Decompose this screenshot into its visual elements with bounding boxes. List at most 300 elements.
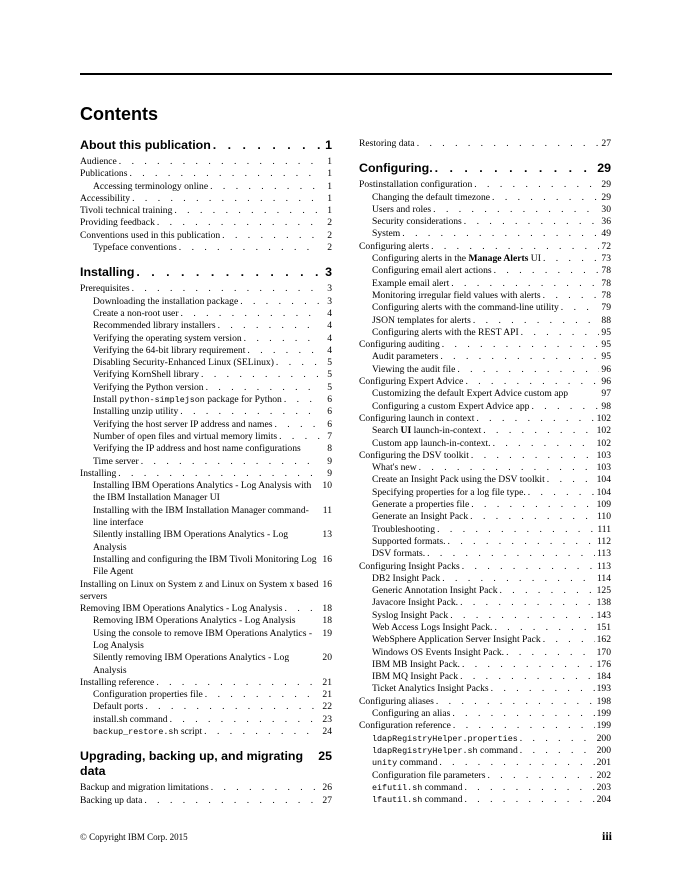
toc-entry-right-19[interactable] (359, 388, 611, 400)
toc-page-number: 2 (327, 242, 332, 254)
toc-page-number: 104 (596, 474, 611, 486)
toc-page-number: 200 (596, 732, 611, 744)
toc-entry-left-4[interactable] (80, 193, 332, 205)
toc-entry-left-28[interactable] (80, 529, 332, 554)
toc-page-number: 3 (327, 295, 332, 307)
toc-page-number: 26 (322, 782, 332, 794)
toc-entry-title: unity command (372, 757, 438, 769)
toc-entry-left-3[interactable] (80, 181, 332, 193)
toc-dot-leader (244, 333, 320, 345)
toc-dot-leader (465, 794, 595, 806)
toc-dot-leader (543, 290, 599, 302)
toc-entry-title: Removing IBM Operations Analytics - Log Analysis (80, 603, 283, 615)
toc-page-number: 1 (327, 168, 332, 180)
toc-page-number: 78 (601, 277, 611, 289)
toc-entry-right-43[interactable] (359, 683, 611, 695)
toc-entry-right-45[interactable] (359, 708, 611, 720)
toc-entry-title: Backing up data (80, 794, 143, 806)
toc-entry-title: eifutil.sh command (372, 781, 463, 793)
toc-entry-left-25[interactable] (80, 468, 332, 480)
toc-page-number: 6 (327, 418, 332, 430)
toc-entry-title: Configuring alerts with the REST API (372, 326, 519, 338)
toc-entry-title: Supported formats. (372, 535, 446, 547)
toc-entry-left-5[interactable] (80, 205, 332, 217)
toc-entry-right-11[interactable] (359, 290, 611, 302)
toc-right-column (359, 138, 611, 806)
toc-page-number: 19 (322, 627, 332, 639)
toc-page-number: 95 (601, 351, 611, 363)
toc-entry-title: Configuring Insight Packs (359, 560, 460, 572)
toc-page-number: 8 (327, 443, 332, 455)
toc-dot-leader (180, 406, 320, 418)
toc-entry-right-30[interactable] (359, 524, 611, 536)
toc-page-number: 102 (596, 425, 611, 437)
toc-entry-right-40[interactable] (359, 647, 611, 659)
toc-entry-left-2[interactable] (80, 168, 332, 180)
toc-dot-leader (402, 228, 599, 240)
toc-dot-leader (132, 193, 320, 205)
toc-entry-left-21[interactable] (80, 419, 332, 431)
toc-entry-title: Verifying the Python version (93, 381, 204, 393)
toc-page-number: 102 (596, 412, 611, 424)
toc-entry-title: WebSphere Application Server Insight Pack (372, 634, 541, 646)
toc-dot-leader (492, 192, 599, 204)
toc-page-number: 29 (601, 179, 611, 191)
toc-entry-title: Generate an Insight Pack (372, 511, 469, 523)
toc-dot-leader (417, 138, 599, 150)
toc-dot-leader (453, 720, 595, 732)
toc-page-number: 24 (322, 726, 332, 738)
toc-entry-title: Typeface conventions (93, 242, 177, 254)
toc-page-number: 4 (327, 344, 332, 356)
toc-entry-left-18[interactable] (80, 382, 332, 394)
toc-entry-title: About this publication (80, 138, 211, 152)
toc-page-number: 97 (601, 388, 611, 400)
toc-entry-left-14[interactable] (80, 333, 332, 345)
toc-entry-title: Installing on Linux on System z and Linux on System x based servers (80, 578, 319, 602)
toc-entry-left-8[interactable] (80, 242, 332, 254)
toc-page-number: 9 (327, 467, 332, 479)
toc-entry-left-30[interactable] (80, 579, 332, 604)
toc-dot-leader (452, 708, 594, 720)
toc-entry-left-17[interactable] (80, 369, 332, 381)
top-rule (80, 73, 612, 75)
toc-page-number: 203 (596, 781, 611, 793)
toc-entry-title: Configuring aliases (359, 695, 434, 707)
toc-entry-right-22[interactable] (359, 425, 611, 437)
toc-entry-left-38[interactable] (80, 714, 332, 726)
toc-entry-left-27[interactable] (80, 505, 332, 530)
toc-entry-title: install.sh command (93, 713, 168, 725)
toc-entry-title: System (372, 228, 401, 240)
toc-entry-left-24[interactable] (80, 456, 332, 468)
toc-entry-title: Configuring an alias (372, 708, 451, 720)
toc-entry-title: Configuring auditing (359, 339, 440, 351)
toc-entry-left-31[interactable] (80, 603, 332, 615)
toc-entry-right-23[interactable] (359, 438, 611, 450)
toc-dot-leader (179, 242, 320, 254)
toc-page-number: 78 (601, 289, 611, 301)
toc-entry-left-10[interactable] (80, 283, 332, 295)
toc-page-number: 113 (596, 548, 611, 560)
toc-dot-leader (211, 782, 320, 794)
toc-page-number: 103 (596, 449, 611, 461)
toc-dot-leader (136, 265, 320, 280)
toc-page-number: 1 (327, 192, 332, 204)
toc-dot-leader (543, 634, 595, 646)
toc-dot-leader (201, 369, 320, 381)
toc-entry-title: Windows OS Events Insight Pack. (372, 646, 505, 658)
toc-entry-right-51[interactable] (359, 782, 611, 794)
toc-dot-leader (419, 462, 595, 474)
toc-page-number: 114 (596, 572, 611, 584)
toc-entry-title: Configuring alerts (359, 240, 430, 252)
toc-dot-leader (247, 345, 320, 357)
toc-entry-title: Configuring launch in context (359, 412, 475, 424)
toc-dot-leader (436, 696, 595, 708)
toc-entry-right-9[interactable] (359, 265, 611, 277)
toc-entry-right-31[interactable] (359, 536, 611, 548)
toc-entry-left-37[interactable] (80, 701, 332, 713)
toc-entry-right-18[interactable] (359, 376, 611, 388)
toc-page-number: 21 (322, 689, 332, 701)
toc-page-number: 199 (596, 708, 611, 720)
toc-dot-leader (240, 296, 320, 308)
toc-entry-title: Viewing the audit file (372, 363, 456, 375)
toc-entry-title: Audit parameters (372, 351, 439, 363)
toc-entry-left-32[interactable] (80, 615, 332, 627)
toc-entry-right-7[interactable] (359, 241, 611, 253)
toc-entry-right-52[interactable] (359, 794, 611, 806)
toc-dot-leader (435, 161, 596, 176)
toc-page-number: 22 (322, 701, 332, 713)
toc-entry-right-13[interactable] (359, 315, 611, 327)
toc-entry-right-3[interactable] (359, 192, 611, 204)
toc-page-number: 1 (327, 156, 332, 167)
toc-page-number: 13 (322, 529, 332, 541)
toc-page-number: 20 (322, 652, 332, 664)
toc-entry-title: Monitoring irregular field values with alerts (372, 289, 541, 301)
toc-entry-right-25[interactable] (359, 462, 611, 474)
toc-entry-title: Recommended library installers (93, 320, 216, 332)
toc-page-number: 4 (327, 307, 332, 319)
toc-dot-leader (156, 677, 320, 689)
toc-entry-title: Installing (80, 265, 135, 280)
toc-dot-leader (506, 647, 595, 659)
toc-page-number: 72 (601, 240, 611, 252)
toc-entry-title: Postinstallation configuration (359, 179, 473, 191)
toc-entry-right-20[interactable] (359, 401, 611, 413)
toc-entry-title: Installing (80, 467, 117, 479)
toc-entry-right-47[interactable] (359, 733, 611, 745)
toc-dot-leader (476, 413, 594, 425)
toc-entry-left-23[interactable] (80, 443, 332, 455)
toc-page-number: 79 (601, 302, 611, 314)
toc-entry-title: Generate a properties file (372, 499, 470, 511)
toc-entry-right-32[interactable] (359, 548, 611, 560)
toc-entry-right-37[interactable] (359, 610, 611, 622)
toc-dot-leader (460, 597, 595, 609)
toc-entry-title: Install python-simplejson package for Python (93, 394, 282, 406)
toc-entry-title: Time server (93, 455, 139, 467)
toc-section-left-40[interactable] (80, 749, 332, 779)
toc-page-number: 2 (327, 229, 332, 241)
toc-entry-right-34[interactable] (359, 573, 611, 585)
toc-entry-right-35[interactable] (359, 585, 611, 597)
toc-entry-title: Generic Annotation Insight Pack (372, 585, 498, 597)
toc-page-number: 96 (601, 376, 611, 388)
toc-page-number: 5 (327, 381, 332, 393)
toc-entry-title: ldapRegistryHelper.properties (372, 733, 518, 744)
toc-dot-leader (528, 487, 595, 499)
toc-entry-title: Audience (80, 156, 117, 167)
toc-page-number: 25 (318, 749, 332, 764)
toc-entry-title: Number of open files and virtual memory limits (93, 430, 278, 442)
toc-page-number: 201 (596, 757, 611, 769)
toc-entry-right-24[interactable] (359, 450, 611, 462)
toc-entry-left-15[interactable] (80, 345, 332, 357)
toc-left-column (80, 138, 332, 807)
toc-entry-right-44[interactable] (359, 696, 611, 708)
toc-entry-left-12[interactable] (80, 308, 332, 320)
toc-entry-title: Configuration file parameters (372, 769, 486, 781)
toc-entry-right-12[interactable] (359, 302, 611, 314)
toc-page-number: 113 (596, 560, 611, 572)
toc-entry-title: Custom app launch-in-context. (372, 437, 491, 449)
toc-entry-left-1[interactable] (80, 156, 332, 168)
toc-page-number: 3 (327, 283, 332, 295)
toc-entry-right-17[interactable] (359, 364, 611, 376)
toc-entry-left-36[interactable] (80, 689, 332, 701)
toc-entry-left-22[interactable] (80, 431, 332, 443)
toc-entry-left-16[interactable] (80, 357, 332, 369)
toc-page-number: 29 (597, 161, 611, 176)
toc-page-number: 103 (596, 462, 611, 474)
toc-page-number: 98 (601, 400, 611, 412)
toc-page-number: 95 (601, 326, 611, 338)
toc-dot-leader (285, 603, 320, 615)
toc-page-number: 4 (327, 320, 332, 332)
toc-page-number: 200 (596, 744, 611, 756)
toc-page-number: 95 (601, 339, 611, 351)
toc-entry-title: Conventions used in this publication (80, 229, 221, 241)
toc-entry-title: Default ports (93, 701, 144, 713)
toc-entry-right-33[interactable] (359, 561, 611, 573)
toc-dot-leader (464, 216, 599, 228)
toc-entry-left-42[interactable] (80, 795, 332, 807)
toc-entry-title: Users and roles (372, 203, 432, 215)
page-number: iii (601, 829, 612, 843)
copyright: © Copyright IBM Corp. 2015 (80, 832, 188, 842)
toc-page-number: 109 (596, 499, 611, 511)
toc-dot-leader (488, 770, 595, 782)
toc-page-number: 27 (322, 794, 332, 806)
toc-entry-title: JSON templates for alerts (372, 314, 471, 326)
toc-page-number: 7 (327, 430, 332, 442)
toc-entry-left-35[interactable] (80, 677, 332, 689)
toc-entry-title: Installing reference (80, 676, 155, 688)
toc-page-number: 199 (596, 720, 611, 732)
toc-dot-leader (204, 726, 320, 738)
toc-entry-title: Accessibility (80, 192, 131, 204)
toc-entry-left-33[interactable] (80, 628, 332, 653)
toc-entry-right-36[interactable] (359, 597, 611, 609)
toc-entry-title: Ticket Analytics Insight Packs (372, 683, 489, 695)
toc-page-number: 16 (322, 553, 332, 565)
toc-entry-right-15[interactable] (359, 339, 611, 351)
toc-entry-right-0[interactable] (359, 138, 611, 150)
toc-entry-right-2[interactable] (359, 179, 611, 191)
toc-entry-title: IBM MQ Insight Pack (372, 671, 459, 683)
toc-dot-leader (132, 283, 320, 295)
toc-dot-leader (474, 179, 599, 191)
toc-dot-leader (448, 536, 595, 548)
toc-page-number: 96 (601, 363, 611, 375)
toc-page-number: 27 (601, 138, 611, 149)
toc-entry-title: Configuration properties file (93, 689, 203, 701)
toc-dot-leader (274, 419, 320, 431)
toc-entry-title: IBM MB Insight Pack. (372, 658, 460, 670)
toc-entry-left-7[interactable] (80, 230, 332, 242)
toc-page-number: 143 (596, 609, 611, 621)
toc-page-number: 3 (325, 265, 332, 280)
toc-dot-leader (521, 327, 599, 339)
toc-page-number: 5 (327, 357, 332, 369)
toc-dot-leader (279, 431, 320, 443)
toc-dot-leader (457, 364, 599, 376)
toc-entry-title: Disabling Security-Enhanced Linux (SELinux) (93, 357, 274, 369)
toc-entry-right-16[interactable] (359, 351, 611, 363)
toc-entry-right-50[interactable] (359, 770, 611, 782)
toc-dot-leader (181, 308, 320, 320)
toc-page-number: 29 (601, 191, 611, 203)
toc-dot-leader (440, 351, 599, 363)
toc-page-number: 111 (597, 523, 611, 535)
toc-entry-title: Configuring alerts in the Manage Alerts UI (372, 253, 541, 265)
toc-entry-left-34[interactable] (80, 652, 332, 677)
toc-page-number: 112 (596, 535, 611, 547)
toc-section-left-0[interactable] (80, 138, 332, 153)
toc-page-number: 6 (327, 406, 332, 418)
toc-entry-title: Tivoli technical training (80, 205, 173, 217)
toc-entry-title: Syslog Insight Pack (372, 609, 449, 621)
toc-entry-right-48[interactable] (359, 745, 611, 757)
toc-entry-title: Installing IBM Operations Analytics - Log Analysis with the IBM Installation Manager UI (93, 480, 312, 504)
toc-entry-title: Providing feedback (80, 217, 155, 229)
toc-dot-leader (543, 253, 599, 265)
toc-page-number: 21 (322, 676, 332, 688)
toc-entry-title: Create a non-root user (93, 307, 179, 319)
toc-entry-left-19[interactable] (80, 394, 332, 406)
toc-dot-leader (462, 659, 595, 671)
toc-entry-right-41[interactable] (359, 659, 611, 671)
toc-entry-right-29[interactable] (359, 511, 611, 523)
toc-dot-leader (460, 671, 595, 683)
toc-entry-title: Search UI launch-in-context (372, 425, 482, 437)
toc-entry-right-6[interactable] (359, 228, 611, 240)
toc-page-number: 73 (601, 253, 611, 265)
toc-dot-leader (433, 204, 599, 216)
toc-entry-title: Changing the default timezone (372, 191, 491, 203)
toc-page-number: 18 (322, 603, 332, 615)
toc-dot-leader (284, 394, 320, 406)
toc-entry-title: Installing with the IBM Installation Manager command-line interface (93, 504, 309, 529)
toc-entry-title: Configuration reference (359, 720, 451, 732)
toc-dot-leader (431, 241, 599, 253)
toc-entry-right-49[interactable] (359, 757, 611, 769)
toc-page-number: 11 (322, 504, 332, 516)
toc-entry-left-26[interactable] (80, 480, 332, 505)
toc-entry-title: Publications (80, 168, 128, 180)
toc-entry-right-14[interactable] (359, 327, 611, 339)
toc-entry-title: Web Access Logs Insight Pack. (372, 621, 493, 633)
toc-dot-leader (144, 795, 320, 807)
toc-entry-left-20[interactable] (80, 406, 332, 418)
toc-dot-leader (494, 265, 599, 277)
toc-entry-right-27[interactable] (359, 487, 611, 499)
toc-entry-title: Troubleshooting (372, 523, 436, 535)
toc-section-right-1[interactable] (359, 161, 611, 176)
toc-dot-leader (483, 425, 594, 437)
toc-dot-leader (170, 714, 320, 726)
toc-dot-leader (145, 701, 320, 713)
toc-page-number: 4 (327, 332, 332, 344)
toc-page-number: 36 (601, 216, 611, 228)
toc-entry-right-26[interactable] (359, 474, 611, 486)
toc-dot-leader (119, 156, 320, 168)
toc-page-number: 30 (601, 203, 611, 215)
toc-page-number: 16 (322, 578, 332, 590)
toc-entry-right-4[interactable] (359, 204, 611, 216)
toc-entry-right-10[interactable] (359, 278, 611, 290)
toc-entry-left-13[interactable] (80, 320, 332, 332)
toc-entry-title: Accessing terminology online (93, 180, 209, 192)
toc-dot-leader (450, 610, 594, 622)
toc-entry-title: Create an Insight Pack using the DSV toolkit (372, 474, 545, 486)
toc-entry-right-8[interactable] (359, 253, 611, 265)
toc-dot-leader (442, 573, 595, 585)
toc-page-number: 176 (596, 658, 611, 670)
toc-entry-left-6[interactable] (80, 217, 332, 229)
toc-entry-title: Configuring alerts with the command-line utility (372, 302, 559, 314)
toc-page-number: 6 (327, 394, 332, 406)
toc-entry-right-28[interactable] (359, 499, 611, 511)
toc-entry-title: Javacore Insight Pack. (372, 597, 459, 609)
toc-page-number: 18 (322, 615, 332, 627)
toc-entry-left-41[interactable] (80, 782, 332, 794)
toc-entry-right-42[interactable] (359, 671, 611, 683)
toc-entry-right-38[interactable] (359, 622, 611, 634)
toc-entry-right-5[interactable] (359, 216, 611, 228)
toc-section-left-9[interactable] (80, 265, 332, 280)
toc-entry-title: Backup and migration limitations (80, 782, 209, 794)
toc-page-number: 104 (596, 486, 611, 498)
toc-entry-left-29[interactable] (80, 554, 332, 579)
toc-dot-leader (531, 401, 599, 413)
toc-entry-title: Silently installing IBM Operations Analytics - Log Analysis (93, 529, 289, 553)
toc-dot-leader (491, 683, 595, 695)
toc-entry-left-11[interactable] (80, 296, 332, 308)
toc-entry-right-39[interactable] (359, 634, 611, 646)
toc-entry-right-21[interactable] (359, 413, 611, 425)
toc-entry-title: backup_restore.sh script (93, 726, 203, 738)
toc-page-number: 10 (322, 480, 332, 492)
toc-page-number: 1 (327, 180, 332, 192)
toc-entry-left-39[interactable] (80, 726, 332, 738)
toc-entry-right-46[interactable] (359, 720, 611, 732)
toc-dot-leader (210, 181, 320, 193)
toc-entry-title: DB2 Insight Pack (372, 572, 441, 584)
